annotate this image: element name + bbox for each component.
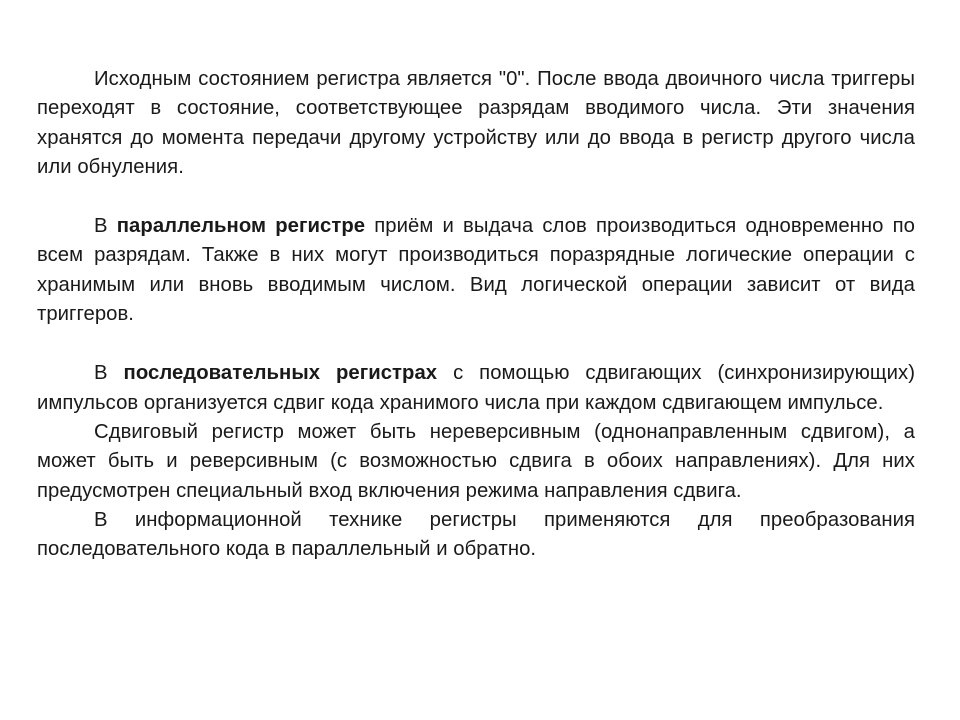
term-parallel-register: параллельном регистре [116,215,366,238]
paragraph-text: В информационной технике регистры применяются для преобразования последовательного кода в параллельный и обратно. [37,508,915,561]
paragraph-gap [37,329,915,359]
paragraph-prefix: В [94,215,117,238]
paragraph-initial-state [37,65,915,182]
paragraph-text: Исходным состоянием регистра является "0". После ввода двоичного числа триггеры переходят в состояние, соответствующее разрядам вводимого числа. Эти значения хранятся до момента передачи другому устройству или до ввода в регистр другого числа или обнуления. [37,68,915,178]
paragraph-shift-register [37,418,915,506]
paragraph-applications [37,506,915,565]
paragraph-parallel-register [37,212,915,329]
paragraph-text: Сдвиговый регистр может быть нереверсивным (однонаправленным сдвигом), а может быть и реверсивным (с возможностью сдвига в обоих направлениях). Для них предусмотрен специальный вход включения режима направления сдвига. [37,420,915,502]
paragraph-suffix: приём и выдача слов производиться одновременно по всем разрядам. Также в них могут производиться поразрядные логические операции с хранимым или вновь вводимым числом. Вид логической операции зависит от вида триггеров. [37,215,916,326]
term-serial-registers: последовательных регистрах [123,362,438,385]
text-body [37,65,915,564]
paragraph-suffix: с помощью сдвигающих (синхронизирующих) импульсов организуется сдвиг кода хранимого числа при каждом сдвигающем импульсе. [37,362,915,414]
paragraph-gap [37,182,915,212]
paragraph-serial-registers [37,359,915,418]
paragraph-prefix: В [94,362,124,385]
